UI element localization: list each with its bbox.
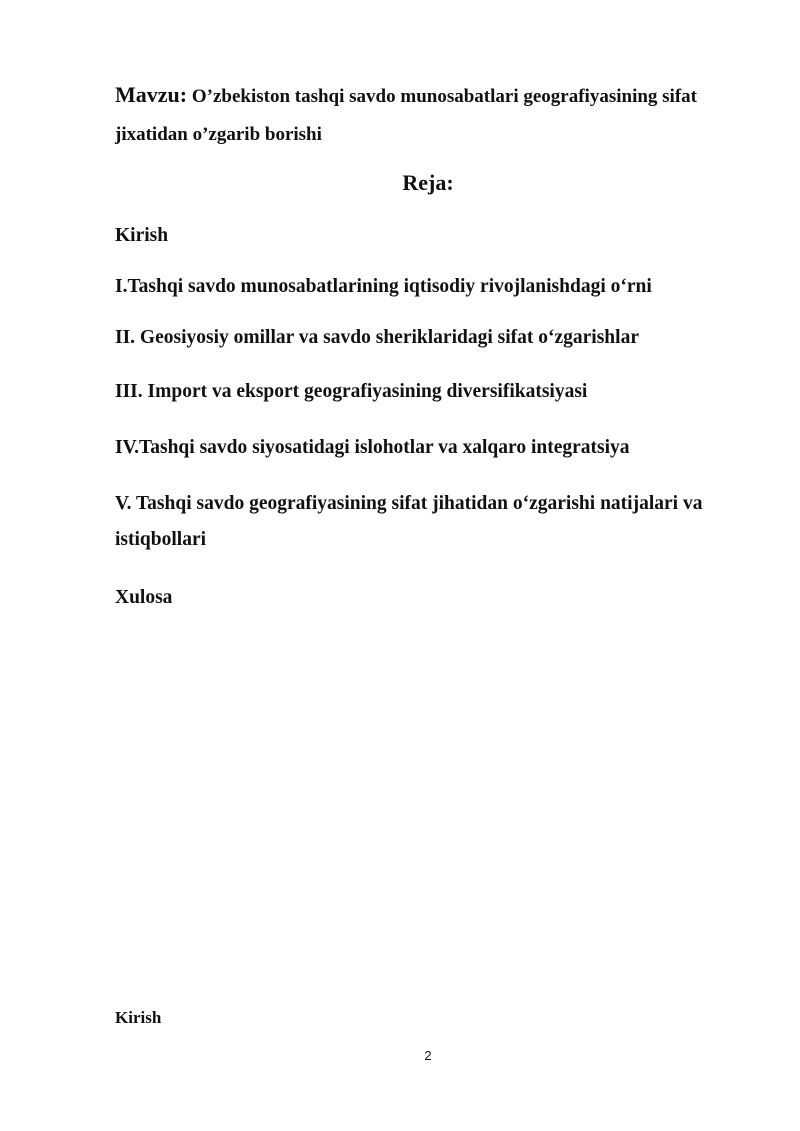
topic-heading	[115, 76, 755, 154]
topic-text: O’zbekiston tashqi savdo munosabatlari geografiyasining sifat jixatidan o’zgarib borishi	[115, 86, 697, 145]
toc-item-chapter-3: III. Import va eksport geografiyasining diversifikatsiyasi	[115, 381, 588, 402]
toc-item-chapter-5: V. Tashqi savdo geografiyasining sifat jihatidan o‘zgarishi natijalari va istiqbollari	[115, 493, 703, 550]
toc-item-chapter-1: I.Tashqi savdo munosabatlarining iqtisodiy rivojlanishdagi o‘rni	[115, 276, 652, 297]
toc-item-conclusion: Xulosa	[115, 587, 173, 608]
toc-item-chapter-2: II. Geosiyosiy omillar va savdo sheriklaridagi sifat o‘zgarishlar	[115, 327, 639, 348]
toc-item-introduction: Kirish	[115, 225, 169, 246]
topic-label: Mavzu:	[115, 82, 188, 107]
section-heading-introduction: Kirish	[115, 1008, 162, 1027]
plan-title: Reja:	[402, 170, 454, 195]
toc-item-chapter-4: IV.Tashqi savdo siyosatidagi islohotlar va xalqaro integratsiya	[115, 437, 630, 458]
page-number: 2	[424, 1048, 432, 1063]
